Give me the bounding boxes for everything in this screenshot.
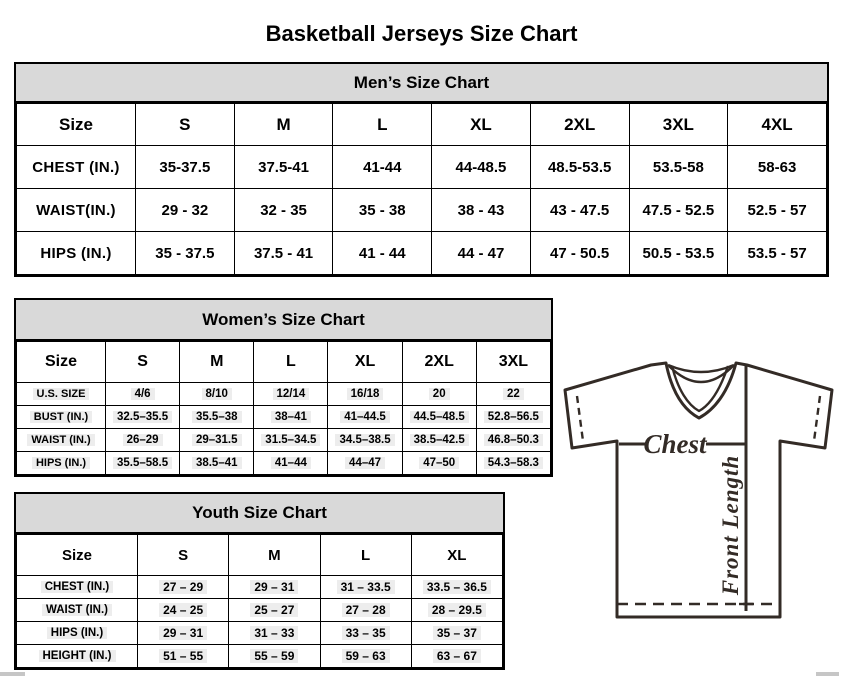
size-header-row: [17, 104, 827, 146]
cell-text: 35 - 38: [358, 201, 406, 219]
size-value-cell: [229, 645, 320, 668]
cell-text: 31.5–34.5: [261, 434, 320, 446]
row-label: [17, 599, 138, 622]
cell-text: 22: [503, 388, 524, 400]
cell-text: M: [268, 546, 281, 564]
row-label: [17, 622, 138, 645]
cell-text: 37.5 - 41: [253, 244, 314, 262]
row-label: [17, 146, 136, 189]
size-value-cell: [328, 383, 402, 406]
cell-text: 32.5–35.5: [113, 411, 172, 423]
size-value-cell: [629, 146, 728, 189]
cell-text: 44–47: [345, 457, 385, 469]
row-label: [17, 429, 106, 452]
cell-text: 29 – 31: [250, 580, 298, 594]
column-header: [530, 104, 629, 146]
size-value-cell: [411, 576, 502, 599]
size-value-cell: [333, 189, 432, 232]
cell-text: HIPS (IN.): [40, 244, 112, 262]
cell-text: 63 – 67: [433, 649, 481, 663]
cell-text: 51 – 55: [159, 649, 207, 663]
cell-text: 44 - 47: [457, 244, 505, 262]
collar-rib-outer: [668, 365, 734, 372]
cell-text: S: [179, 114, 191, 134]
size-value-cell: [180, 406, 254, 429]
youth-chart-title: Youth Size Chart: [16, 494, 503, 534]
size-value-cell: [432, 232, 531, 275]
size-value-cell: [138, 645, 229, 668]
cell-text: 35-37.5: [159, 158, 211, 176]
column-header: [333, 104, 432, 146]
jersey-measurement-diagram: [556, 352, 842, 630]
cell-text: Size: [61, 546, 92, 564]
cell-text: 2XL: [564, 114, 596, 134]
column-header: [234, 104, 333, 146]
cell-text: 41-44: [363, 158, 402, 176]
column-header: [17, 104, 136, 146]
cell-text: S: [178, 546, 189, 564]
size-value-cell: [402, 429, 476, 452]
cell-text: M: [210, 353, 224, 370]
measurement-row: [17, 189, 827, 232]
row-label: [17, 406, 106, 429]
cell-text: 53.5 - 57: [747, 244, 807, 262]
size-value-cell: [629, 189, 728, 232]
cell-text: XL: [470, 114, 492, 134]
cell-text: 35 – 37: [433, 626, 481, 640]
size-value-cell: [320, 599, 411, 622]
column-header: [402, 342, 476, 383]
size-value-cell: [402, 452, 476, 475]
measurement-row: [17, 452, 551, 475]
row-label: [17, 232, 136, 275]
mens-chart-title: Men’s Size Chart: [16, 64, 827, 103]
cell-text: 3XL: [662, 114, 694, 134]
cell-text: 50.5 - 53.5: [642, 244, 715, 262]
cell-text: 20: [429, 388, 450, 400]
measurement-row: [17, 232, 827, 275]
size-value-cell: [320, 622, 411, 645]
cell-text: 27 – 29: [159, 580, 207, 594]
cell-text: 34.5–38.5: [335, 434, 394, 446]
jersey-outline: [565, 363, 832, 617]
column-header: [17, 535, 138, 576]
cell-text: 48.5-53.5: [547, 158, 612, 176]
cell-text: CHEST (IN.): [32, 158, 120, 176]
size-value-cell: [411, 645, 502, 668]
size-value-cell: [229, 622, 320, 645]
cell-text: 44.5–48.5: [410, 411, 469, 423]
size-value-cell: [328, 429, 402, 452]
youth-size-table: [16, 534, 503, 668]
size-value-cell: [136, 232, 235, 275]
cell-text: 4/6: [131, 388, 155, 400]
cell-text: 2XL: [424, 353, 454, 370]
mens-size-table: [16, 103, 827, 275]
size-value-cell: [411, 622, 502, 645]
column-header: [411, 535, 502, 576]
size-value-cell: [229, 576, 320, 599]
measurement-row: [17, 429, 551, 452]
cell-text: 24 – 25: [159, 603, 207, 617]
cell-text: L: [361, 546, 371, 564]
size-value-cell: [180, 429, 254, 452]
size-value-cell: [432, 146, 531, 189]
cell-text: 32 - 35: [260, 201, 307, 219]
column-header: [629, 104, 728, 146]
size-value-cell: [402, 383, 476, 406]
cell-text: 33 – 35: [342, 626, 390, 640]
cell-text: 29–31.5: [192, 434, 242, 446]
size-value-cell: [432, 189, 531, 232]
cell-text: 58-63: [757, 158, 797, 176]
size-value-cell: [476, 406, 550, 429]
size-value-cell: [254, 383, 328, 406]
front-length-label: Front Length: [718, 454, 743, 596]
size-value-cell: [106, 452, 180, 475]
column-header: [229, 535, 320, 576]
cell-text: 44-48.5: [455, 158, 507, 176]
cell-text: 26–29: [123, 434, 163, 446]
row-label: [17, 189, 136, 232]
cell-text: 52.8–56.5: [484, 411, 543, 423]
cell-text: HIPS (IN.): [32, 457, 90, 469]
column-header: [728, 104, 827, 146]
cell-text: 12/14: [273, 388, 310, 400]
cell-text: Size: [58, 114, 94, 134]
cell-text: XL: [354, 353, 376, 370]
cell-text: WAIST (IN.): [42, 604, 112, 616]
measurement-row: [17, 406, 551, 429]
cell-text: WAIST (IN.): [27, 434, 94, 446]
cell-text: 16/18: [347, 388, 384, 400]
row-label: [17, 383, 106, 406]
measurement-row: [17, 599, 503, 622]
column-header: [180, 342, 254, 383]
cell-text: 29 – 31: [159, 626, 207, 640]
cell-text: XL: [447, 546, 467, 564]
column-header: [432, 104, 531, 146]
womens-size-table: [16, 341, 551, 475]
cell-text: 47–50: [419, 457, 459, 469]
column-header: [138, 535, 229, 576]
cell-text: 53.5-58: [652, 158, 704, 176]
size-value-cell: [180, 383, 254, 406]
chest-label: Chest: [643, 429, 707, 459]
column-header: [136, 104, 235, 146]
size-value-cell: [106, 383, 180, 406]
horizontal-scrollbar-left-piece[interactable]: [0, 672, 25, 676]
measurement-row: [17, 622, 503, 645]
cell-text: 54.3–58.3: [484, 457, 543, 469]
cell-text: 38–41: [271, 411, 311, 423]
cell-text: Size: [44, 353, 77, 370]
cell-text: 41–44.5: [340, 411, 390, 423]
size-value-cell: [229, 599, 320, 622]
size-value-cell: [629, 232, 728, 275]
horizontal-scrollbar-right-piece[interactable]: [816, 672, 839, 676]
size-value-cell: [728, 189, 827, 232]
cell-text: 52.5 - 57: [747, 201, 807, 219]
size-value-cell: [333, 146, 432, 189]
cell-text: M: [276, 114, 291, 134]
size-value-cell: [530, 232, 629, 275]
size-value-cell: [106, 429, 180, 452]
size-value-cell: [180, 452, 254, 475]
size-value-cell: [136, 189, 235, 232]
size-value-cell: [728, 232, 827, 275]
cell-text: 28 – 29.5: [428, 603, 486, 617]
measurement-row: [17, 645, 503, 668]
size-value-cell: [728, 146, 827, 189]
cell-text: 41 - 44: [358, 244, 406, 262]
cell-text: 3XL: [498, 353, 529, 370]
size-value-cell: [476, 452, 550, 475]
size-value-cell: [254, 452, 328, 475]
youth-size-chart: [14, 492, 505, 670]
measurement-row: [17, 576, 503, 599]
cell-text: 33.5 – 36.5: [423, 580, 491, 594]
size-value-cell: [320, 645, 411, 668]
size-value-cell: [530, 146, 629, 189]
size-value-cell: [234, 146, 333, 189]
cell-text: 27 – 28: [342, 603, 390, 617]
measurement-row: [17, 146, 827, 189]
cell-text: L: [377, 114, 388, 134]
mens-size-chart: [14, 62, 829, 277]
row-label: [17, 576, 138, 599]
column-header: [328, 342, 402, 383]
cell-text: HIPS (IN.): [47, 627, 107, 639]
size-header-row: [17, 535, 503, 576]
cell-text: BUST (IN.): [30, 411, 92, 423]
column-header: [106, 342, 180, 383]
column-header: [320, 535, 411, 576]
measurement-row: [17, 383, 551, 406]
size-value-cell: [411, 599, 502, 622]
cell-text: 59 – 63: [342, 649, 390, 663]
size-value-cell: [333, 232, 432, 275]
size-value-cell: [476, 429, 550, 452]
cell-text: 38.5–41: [192, 457, 242, 469]
cell-text: 25 – 27: [250, 603, 298, 617]
cell-text: 4XL: [761, 114, 793, 134]
cell-text: U.S. SIZE: [33, 388, 90, 400]
cell-text: 31 – 33.5: [337, 580, 395, 594]
size-value-cell: [402, 406, 476, 429]
size-value-cell: [234, 189, 333, 232]
row-label: [17, 452, 106, 475]
size-value-cell: [138, 622, 229, 645]
cell-text: 55 – 59: [250, 649, 298, 663]
cell-text: L: [286, 353, 296, 370]
cell-text: 41–44: [271, 457, 311, 469]
cell-text: 8/10: [202, 388, 232, 400]
column-header: [254, 342, 328, 383]
size-value-cell: [138, 576, 229, 599]
womens-chart-title: Women’s Size Chart: [16, 300, 551, 341]
womens-size-chart: [14, 298, 553, 477]
size-value-cell: [328, 452, 402, 475]
size-value-cell: [320, 576, 411, 599]
cell-text: 38 - 43: [457, 201, 505, 219]
cell-text: 37.5-41: [258, 158, 309, 176]
size-value-cell: [530, 189, 629, 232]
size-value-cell: [254, 406, 328, 429]
column-header: [476, 342, 550, 383]
cell-text: WAIST(IN.): [36, 201, 116, 219]
size-value-cell: [234, 232, 333, 275]
cell-text: CHEST (IN.): [41, 581, 114, 593]
cell-text: 43 - 47.5: [550, 201, 610, 219]
cell-text: 35.5–58.5: [113, 457, 172, 469]
size-value-cell: [328, 406, 402, 429]
size-value-cell: [136, 146, 235, 189]
cell-text: 47 - 50.5: [550, 244, 610, 262]
size-header-row: [17, 342, 551, 383]
cell-text: 46.8–50.3: [484, 434, 543, 446]
cell-text: S: [137, 353, 148, 370]
size-value-cell: [254, 429, 328, 452]
cell-text: 35 - 37.5: [155, 244, 215, 262]
row-label: [17, 645, 138, 668]
cell-text: HEIGHT (IN.): [39, 650, 116, 662]
column-header: [17, 342, 106, 383]
size-value-cell: [106, 406, 180, 429]
cell-text: 29 - 32: [161, 201, 209, 219]
size-value-cell: [138, 599, 229, 622]
cell-text: 47.5 - 52.5: [642, 201, 715, 219]
cell-text: 38.5–42.5: [410, 434, 469, 446]
size-value-cell: [476, 383, 550, 406]
page-title: Basketball Jerseys Size Chart: [265, 20, 578, 46]
cell-text: 31 – 33: [250, 626, 298, 640]
cell-text: 35.5–38: [192, 411, 242, 423]
